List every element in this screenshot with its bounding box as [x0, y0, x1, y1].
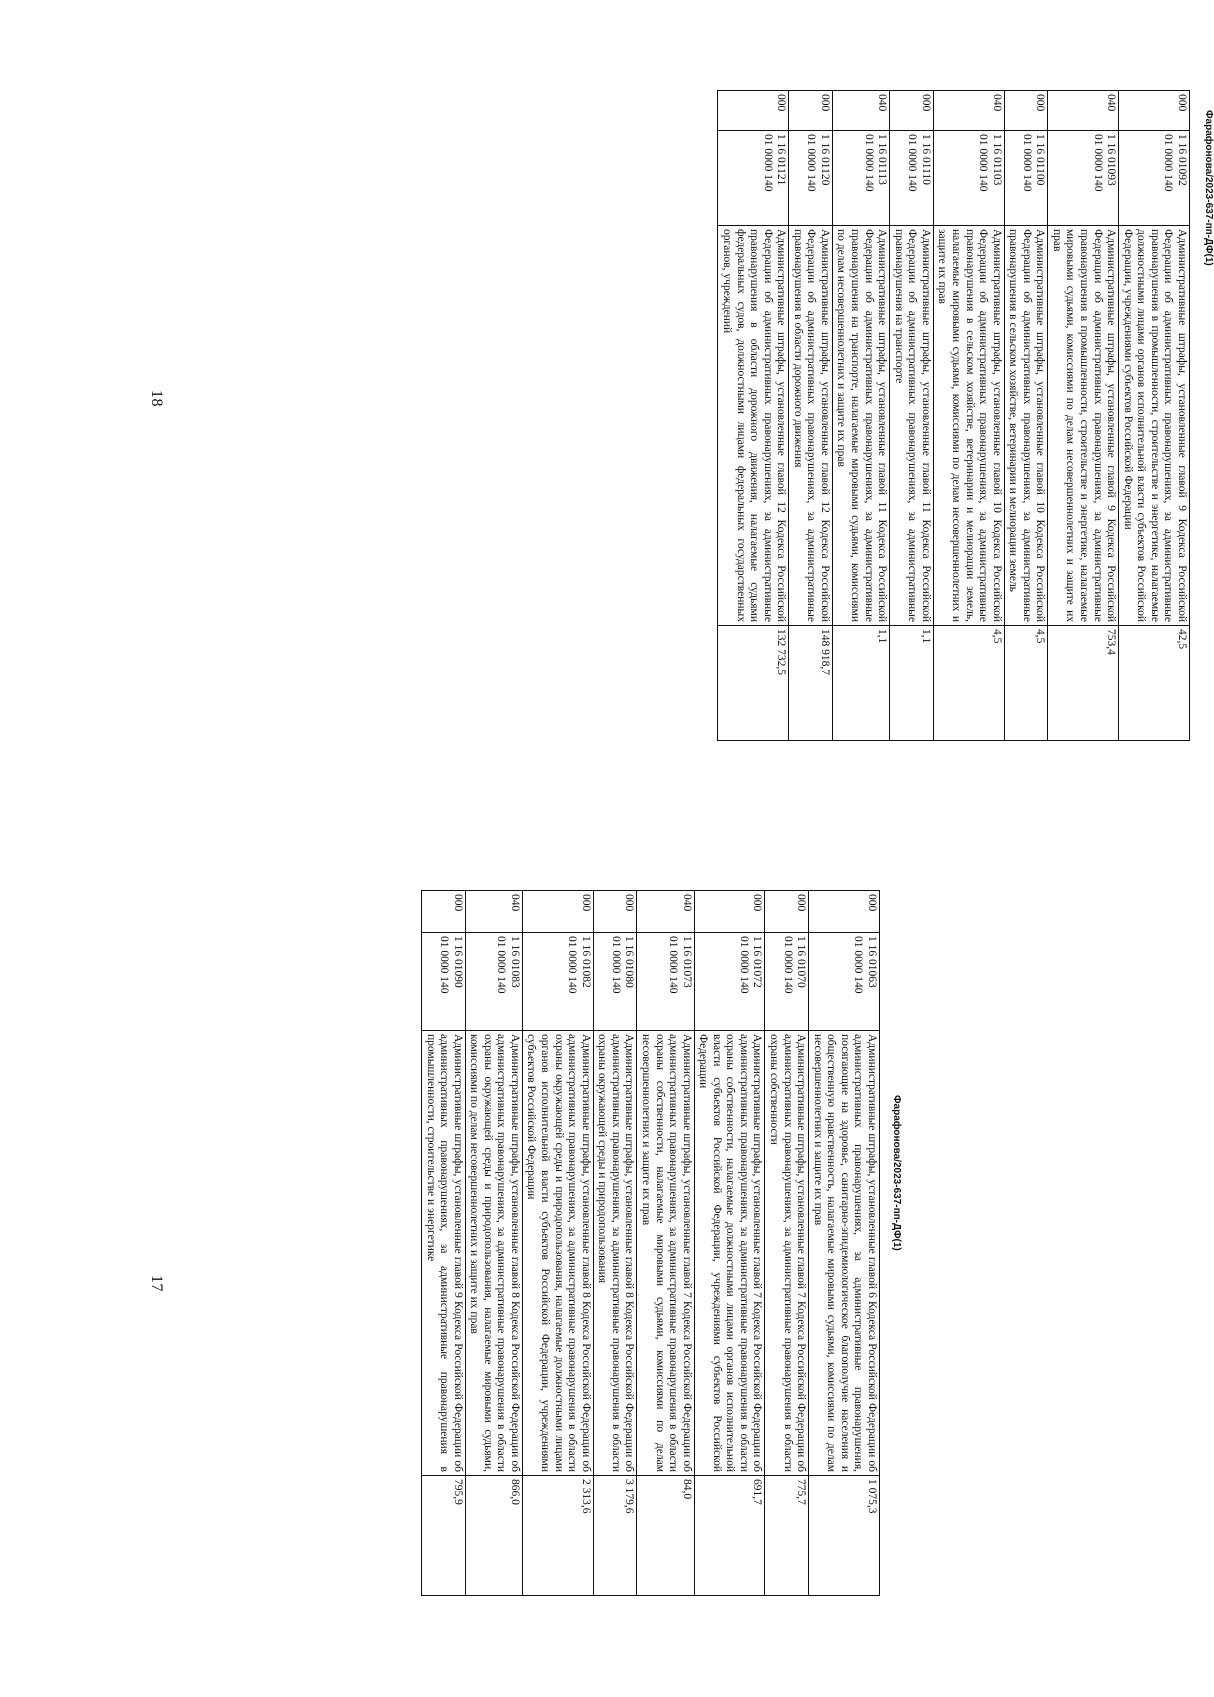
admin-code-cell: 000	[809, 891, 880, 933]
amount-cell: 148 918,7	[789, 626, 833, 741]
revenue-description-cell: Административные штрафы, установленные главой 11 Кодекса Российской Федерации об административных правонарушениях, за административные правонарушения на транспорте, налагаемые мировыми судьями, комиссиями по делам несовершеннолетних и защите их прав	[832, 226, 889, 626]
revenue-description-cell: Административные штрафы, установленные главой 11 Кодекса Российской Федерации об административных правонарушениях, за административные правонарушения на транспорте	[890, 226, 934, 626]
admin-code-cell: 000	[593, 891, 637, 933]
budget-classification-code-cell: 1 16 01073 01 0000 140	[637, 933, 694, 1031]
budget-classification-code-cell: 1 16 01113 01 0000 140	[832, 131, 889, 226]
amount-cell: 1,1	[832, 626, 889, 741]
revenue-description-cell: Административные штрафы, установленные главой 8 Кодекса Российской Федерации об административных правонарушениях, за административные правонарушения в области охраны окружающей среды и природопользования, налагаемые мировыми судьями, комиссиями по делам несовершеннолетних и защите их прав	[465, 1031, 522, 1476]
admin-code-cell: 040	[1048, 91, 1119, 131]
table-row	[718, 91, 789, 741]
revenue-table	[717, 90, 1190, 741]
admin-code-cell: 000	[422, 891, 466, 933]
revenue-description-cell: Административные штрафы, установленные главой 7 Кодекса Российской Федерации об административных правонарушениях, за административные правонарушения в области охраны собственности, налагаемые мировыми судьями, комиссиями по делам несовершеннолетних и защите их прав	[637, 1031, 694, 1476]
amount-cell: 1,1	[890, 626, 934, 741]
revenue-description-cell: Административные штрафы, установленные главой 7 Кодекса Российской Федерации об административных правонарушениях, за административные правонарушения в области охраны собственности, налагаемые должностными лицами органов исполнительной власти субъектов Российской Федерации, учреждениями субъектов Российской Федерации	[694, 1031, 765, 1476]
amount-cell: 84,0	[637, 1476, 694, 1596]
amount-cell: 753,4	[1048, 626, 1119, 741]
budget-classification-code-cell: 1 16 01072 01 0000 140	[694, 933, 765, 1031]
admin-code-cell: 000	[1004, 91, 1048, 131]
footer-code: Фарафонова/2023-637-пп-ДФ(1)	[891, 1095, 902, 1251]
budget-classification-code-cell: 1 16 01080 01 0000 140	[593, 933, 637, 1031]
amount-cell: 2 313,6	[522, 1476, 593, 1596]
amount-cell: 795,9	[422, 1476, 466, 1596]
table-row	[1004, 91, 1048, 741]
amount-cell: 691,7	[694, 1476, 765, 1596]
admin-code-cell: 000	[522, 891, 593, 933]
admin-code-cell: 000	[789, 91, 833, 131]
table-row	[765, 891, 809, 1596]
revenue-description-cell: Административные штрафы, установленные главой 12 Кодекса Российской Федерации об административных правонарушениях, за административные правонарушения в области дорожного движения	[789, 226, 833, 626]
admin-code-cell: 000	[765, 891, 809, 933]
table-row	[890, 91, 934, 741]
admin-code-cell: 000	[718, 91, 789, 131]
table-row	[637, 891, 694, 1596]
admin-code-cell: 040	[637, 891, 694, 933]
revenue-description-cell: Административные штрафы, установленные главой 6 Кодекса Российской Федерации об административных правонарушениях, за административные правонарушения, посягающие на здоровье, санитарно-эпидемиологическое благополучие населения и общественную нравственность, налагаемые мировыми судьями, комиссиями по делам несовершеннолетних и защите их прав	[809, 1031, 880, 1476]
admin-code-cell: 000	[890, 91, 934, 131]
revenue-description-cell: Административные штрафы, установленные главой 8 Кодекса Российской Федерации об административных правонарушениях, за административные правонарушения в области охраны окружающей среды и природопользования	[593, 1031, 637, 1476]
admin-code-cell: 000	[694, 891, 765, 933]
table-row	[1048, 91, 1119, 741]
budget-classification-code-cell: 1 16 01092 01 0000 140	[1119, 131, 1190, 226]
table-row	[789, 91, 833, 741]
revenue-description-cell: Административные штрафы, установленные главой 10 Кодекса Российской Федерации об административных правонарушениях, за административные правонарушения в сельском хозяйстве, ветеринарии и мелиорации земель, налагаемые мировыми судьями, комиссиями по делам несовершеннолетних и защите их прав	[933, 226, 1004, 626]
admin-code-cell: 040	[832, 91, 889, 131]
table-row	[593, 891, 637, 1596]
admin-code-cell: 040	[465, 891, 522, 933]
table-row	[694, 891, 765, 1596]
revenue-description-cell: Административные штрафы, установленные главой 12 Кодекса Российской Федерации об административных правонарушениях, за административные правонарушения в области дорожного движения, налагаемые судьями федеральных судов, должностными лицами федеральных государственных органов, учреждений	[718, 226, 789, 626]
table-row	[809, 891, 880, 1596]
admin-code-cell: 040	[933, 91, 1004, 131]
budget-classification-code-cell: 1 16 01090 01 0000 140	[422, 933, 466, 1031]
revenue-description-cell: Административные штрафы, установленные главой 9 Кодекса Российской Федерации об административных правонарушениях, за административные правонарушения в промышленности, строительстве и энергетике	[422, 1031, 466, 1476]
page-number: 18	[148, 390, 165, 407]
table-row	[422, 891, 466, 1596]
table-row	[832, 91, 889, 741]
budget-classification-code-cell: 1 16 01093 01 0000 140	[1048, 131, 1119, 226]
admin-code-cell: 000	[1119, 91, 1190, 131]
amount-cell: 1 075,3	[809, 1476, 880, 1596]
table-row	[465, 891, 522, 1596]
revenue-description-cell: Административные штрафы, установленные главой 9 Кодекса Российской Федерации об административных правонарушениях, за административные правонарушения в промышленности, строительстве и энергетике, налагаемые должностными лицами органов исполнительной власти субъектов Российской Федерации, учреждениями субъектов Российской Федерации	[1119, 226, 1190, 626]
revenue-description-cell: Административные штрафы, установленные главой 9 Кодекса Российской Федерации об административных правонарушениях, за административные правонарушения в промышленности, строительстве и энергетике, налагаемые мировыми судьями, комиссиями по делам несовершеннолетних и защите их прав	[1048, 226, 1119, 626]
revenue-description-cell: Административные штрафы, установленные главой 8 Кодекса Российской Федерации об административных правонарушениях, за административные правонарушения в области охраны окружающей среды и природопользования, налагаемые должностными лицами органов исполнительной власти субъектов Российской Федерации, учреждениями субъектов Российской Федерации	[522, 1031, 593, 1476]
table-row	[522, 891, 593, 1596]
footer-code: Фарафонова/2023-637-пп-ДФ(1)	[1203, 110, 1214, 266]
amount-cell: 4,5	[1004, 626, 1048, 741]
revenue-table	[421, 890, 880, 1596]
budget-classification-code-cell: 1 16 01121 01 0000 140	[718, 131, 789, 226]
amount-cell: 132 732,5	[718, 626, 789, 741]
amount-cell: 3 179,6	[593, 1476, 637, 1596]
budget-classification-code-cell: 1 16 01082 01 0000 140	[522, 933, 593, 1031]
table-row	[933, 91, 1004, 741]
amount-cell: 866,0	[465, 1476, 522, 1596]
budget-classification-code-cell: 1 16 01110 01 0000 140	[890, 131, 934, 226]
revenue-description-cell: Административные штрафы, установленные главой 10 Кодекса Российской Федерации об административных правонарушениях, за административные правонарушения в сельском хозяйстве, ветеринарии и мелиорации земель	[1004, 226, 1048, 626]
budget-classification-code-cell: 1 16 01063 01 0000 140	[809, 933, 880, 1031]
budget-classification-code-cell: 1 16 01070 01 0000 140	[765, 933, 809, 1031]
budget-classification-code-cell: 1 16 01120 01 0000 140	[789, 131, 833, 226]
budget-classification-code-cell: 1 16 01100 01 0000 140	[1004, 131, 1048, 226]
page-number: 17	[148, 1275, 165, 1292]
amount-cell: 775,7	[765, 1476, 809, 1596]
page-18	[100, 90, 1214, 745]
amount-cell: 42,5	[1119, 626, 1190, 741]
page-17	[100, 890, 902, 1630]
table-row	[1119, 91, 1190, 741]
budget-classification-code-cell: 1 16 01103 01 0000 140	[933, 131, 1004, 226]
budget-classification-code-cell: 1 16 01083 01 0000 140	[465, 933, 522, 1031]
amount-cell: 4,5	[933, 626, 1004, 741]
revenue-description-cell: Административные штрафы, установленные главой 7 Кодекса Российской Федерации об административных правонарушениях, за административные правонарушения в области охраны собственности	[765, 1031, 809, 1476]
